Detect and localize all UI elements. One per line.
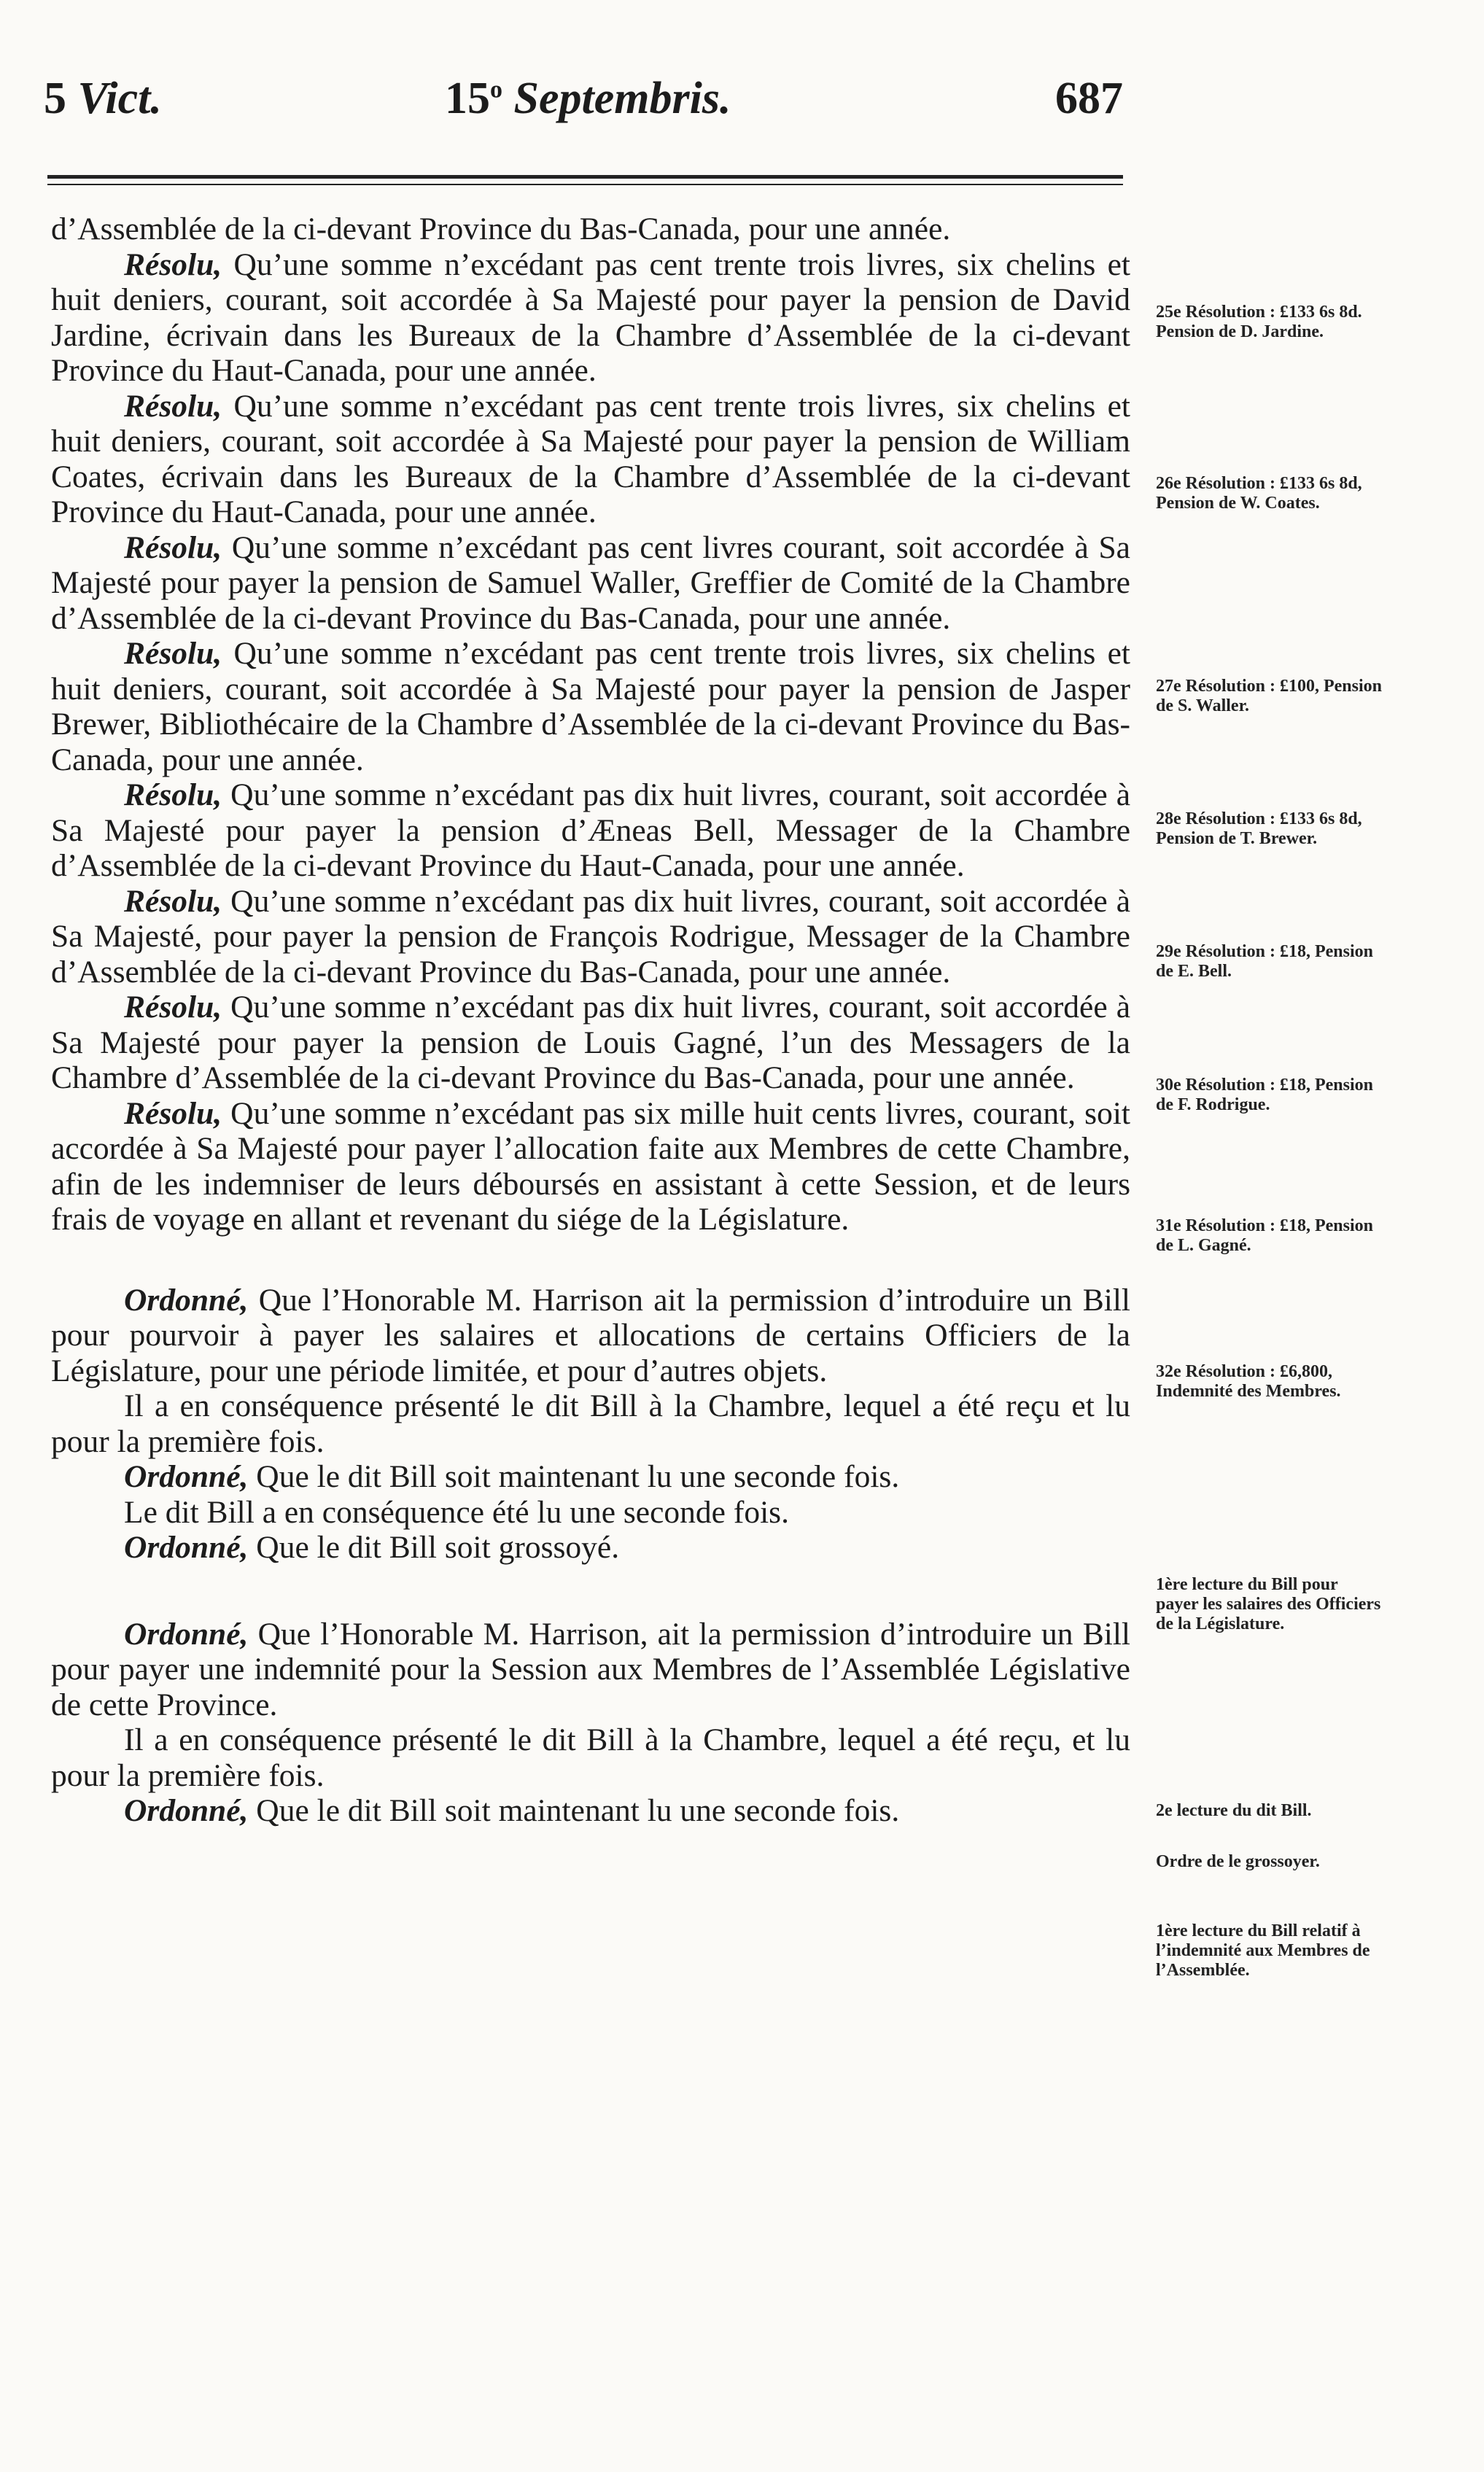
margin-note: 28e Résolution : £133 6s 8d, Pension de T. Brewer. bbox=[1156, 809, 1362, 848]
paragraph-lead: Résolu, bbox=[124, 883, 222, 919]
paragraph-text: Il a en conséquence présenté le dit Bill à la Chambre, lequel a été reçu et lu pour la première fois. bbox=[51, 1388, 1130, 1459]
paragraph bbox=[51, 1495, 1130, 1531]
paragraph-text: Qu’une somme n’excédant pas six mille huit cents livres, courant, soit accordée à Sa Majesté pour payer l’allocation faite aux Membres de cette Chambre, afin de les indemniser de leurs déboursés en assistant à cette Session, et de leurs frais de voyage en allant et revenant du siége de la Législature. bbox=[51, 1095, 1130, 1237]
regnal-year bbox=[44, 73, 162, 125]
paragraph bbox=[51, 884, 1130, 990]
paragraph-lead: Résolu, bbox=[124, 1095, 222, 1131]
header-date bbox=[445, 73, 731, 125]
paragraph-text: Qu’une somme n’excédant pas dix huit livres, courant, soit accordée à Sa Majesté pour payer la pension d’Æneas Bell, Messager de la Chambre d’Assemblée de la ci-devant Province du Haut-Canada, pour une année. bbox=[51, 777, 1130, 883]
paragraph-lead: Résolu, bbox=[124, 388, 222, 424]
margin-note: 30e Résolution : £18, Pension de F. Rodrigue. bbox=[1156, 1076, 1374, 1114]
margin-note: 31e Résolution : £18, Pension de L. Gagné. bbox=[1156, 1216, 1374, 1255]
paragraph-lead: Résolu, bbox=[124, 636, 222, 671]
paragraph bbox=[51, 389, 1130, 530]
paragraph bbox=[51, 530, 1130, 637]
header-rule-thin bbox=[47, 184, 1123, 185]
paragraph-lead: Ordonné, bbox=[124, 1459, 249, 1494]
header-rule-thick bbox=[47, 175, 1123, 179]
margin-note: 2e lecture du dit Bill. bbox=[1156, 1801, 1312, 1820]
paragraph bbox=[51, 1096, 1130, 1237]
margin-note: Ordre de le grossoyer. bbox=[1156, 1852, 1320, 1871]
paragraph-text: Qu’une somme n’excédant pas dix huit livres, courant, soit accordée à Sa Majesté pour payer la pension de Louis Gagné, l’un des Messagers de la Chambre d’Assemblée de la ci-devant Province du Bas-Canada, pour une année. bbox=[51, 990, 1130, 1095]
paragraph-text: Que le dit Bill soit grossoyé. bbox=[248, 1530, 620, 1565]
paragraph bbox=[51, 1793, 1130, 1829]
section-gap bbox=[51, 1237, 1130, 1283]
paragraph-text: Que le dit Bill soit maintenant lu une seconde fois. bbox=[248, 1793, 900, 1828]
paragraph-lead: Ordonné, bbox=[124, 1530, 249, 1565]
paragraph-text: Qu’une somme n’excédant pas cent trente trois livres, six chelins et huit deniers, courant, soit accordée à Sa Majesté pour payer la pension de Jasper Brewer, Bibliothécaire de la Chambre d’Assemblée de la ci-devant Province du Bas-Canada, pour une année. bbox=[51, 636, 1130, 777]
paragraph-text: Que l’Honorable M. Harrison ait la permission d’introduire un Bill pour pourvoir à payer les salaires et allocations de certains Officiers de la Législature, pour une période limitée, et pour d’autres objets. bbox=[51, 1282, 1130, 1388]
date-number: 15 bbox=[445, 74, 490, 123]
paragraph-text: Qu’une somme n’excédant pas cent livres courant, soit accordée à Sa Majesté pour payer la pension de Samuel Waller, Greffier de Comité de la Chambre d’Assemblée de la ci-devant Province du Bas-Canada, pour une année. bbox=[51, 529, 1130, 636]
paragraph-text: Qu’une somme n’excédant pas dix huit livres, courant, soit accordée à Sa Majesté, pour payer la pension de François Rodrigue, Messager de la Chambre d’Assemblée de la ci-devant Province du Bas-Canada, pour une année. bbox=[51, 883, 1130, 990]
paragraph bbox=[51, 1283, 1130, 1389]
paragraph bbox=[51, 636, 1130, 777]
paragraph-text: Le dit Bill a en conséquence été lu une seconde fois. bbox=[124, 1494, 789, 1530]
paragraph bbox=[51, 1530, 1130, 1566]
paragraph-text: d’Assemblée de la ci-devant Province du Bas-Canada, pour une année. bbox=[51, 211, 951, 246]
paragraph-lead: Ordonné, bbox=[124, 1793, 249, 1828]
paragraph bbox=[51, 1459, 1130, 1495]
paragraph bbox=[51, 990, 1130, 1096]
margin-note: 1ère lecture du Bill pour payer les salaires des Officiers de la Législature. bbox=[1156, 1575, 1381, 1633]
paragraph-text: Qu’une somme n’excédant pas cent trente trois livres, six chelins et huit deniers, courant, soit accordée à Sa Majesté pour payer la pension de David Jardine, écrivain dans les Bureaux de la Chambre d’Assemblée de la ci-devant Province du Haut-Canada, pour une année. bbox=[51, 246, 1130, 388]
paragraph bbox=[51, 247, 1130, 389]
paragraph-text: Il a en conséquence présenté le dit Bill à la Chambre, lequel a été reçu, et lu pour la première fois. bbox=[51, 1722, 1130, 1793]
paragraph-lead: Résolu, bbox=[124, 990, 222, 1025]
paragraph-lead: Résolu, bbox=[124, 777, 222, 812]
margin-note: 29e Résolution : £18, Pension de E. Bell. bbox=[1156, 942, 1374, 981]
regnal-number: 5 bbox=[44, 74, 66, 123]
paragraph-text: Qu’une somme n’excédant pas cent trente trois livres, six chelins et huit deniers, courant, soit accordée à Sa Majesté pour payer la pension de William Coates, écrivain dans les Bureaux de la Chambre d’Assemblée de la ci-devant Province du Haut-Canada, pour une année. bbox=[51, 388, 1130, 529]
page-number: 687 bbox=[1055, 74, 1123, 123]
margin-note: 1ère lecture du Bill relatif à l’indemnité aux Membres de l’Assemblée. bbox=[1156, 1921, 1370, 1980]
paragraph-text: Que l’Honorable M. Harrison, ait la permission d’introduire un Bill pour payer une indemnité pour la Session aux Membres de l’Assemblée Législative de cette Province. bbox=[51, 1616, 1130, 1722]
paragraph bbox=[51, 1617, 1130, 1723]
regnal-word: Vict. bbox=[77, 74, 162, 123]
running-header bbox=[44, 73, 1123, 139]
paragraph bbox=[51, 1722, 1130, 1793]
date-superscript: o bbox=[490, 76, 502, 104]
paragraph bbox=[51, 211, 1130, 247]
paragraph bbox=[51, 1388, 1130, 1459]
margin-note: 32e Résolution : £6,800, Indemnité des Membres. bbox=[1156, 1362, 1341, 1401]
date-month: Septembris. bbox=[513, 74, 731, 123]
margin-note: 26e Résolution : £133 6s 8d, Pension de W. Coates. bbox=[1156, 474, 1362, 513]
paragraph-lead: Résolu, bbox=[124, 246, 222, 282]
journal-text bbox=[51, 211, 1130, 1829]
paragraph-lead: Résolu, bbox=[124, 529, 222, 565]
paragraph-text: Que le dit Bill soit maintenant lu une seconde fois. bbox=[248, 1459, 900, 1494]
paragraph bbox=[51, 777, 1130, 884]
paragraph-lead: Ordonné, bbox=[124, 1282, 249, 1318]
paragraph-lead: Ordonné, bbox=[124, 1616, 249, 1652]
section-gap bbox=[51, 1566, 1130, 1617]
margin-note: 25e Résolution : £133 6s 8d. Pension de D. Jardine. bbox=[1156, 303, 1362, 341]
margin-note: 27e Résolution : £100, Pension de S. Waller. bbox=[1156, 677, 1383, 715]
